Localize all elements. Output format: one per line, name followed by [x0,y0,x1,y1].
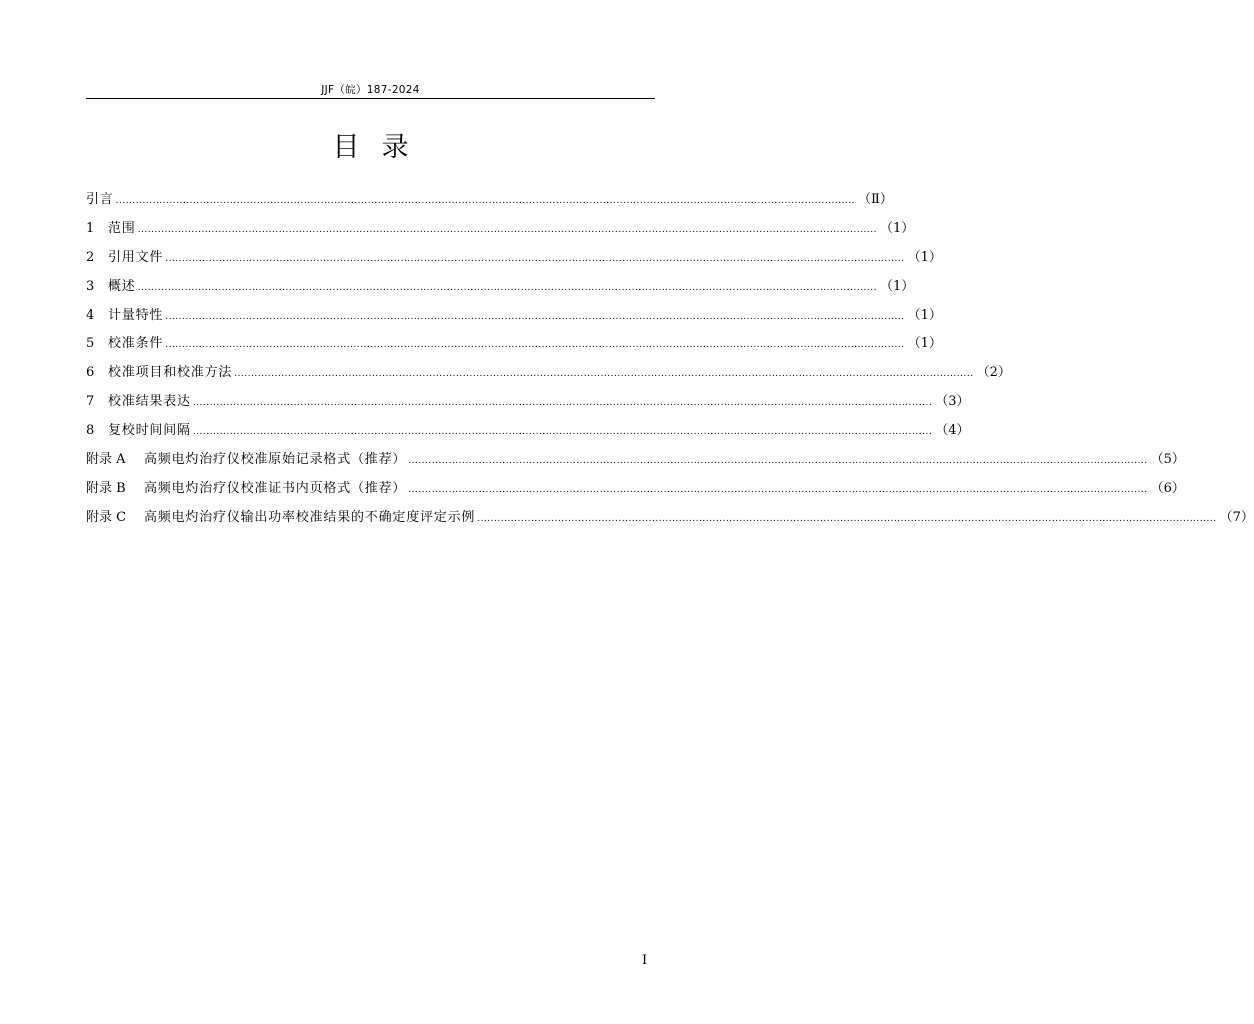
toc-entry-page: （6） [1150,480,1185,496]
toc-entry-page: （1） [880,278,915,294]
toc-entry-number: 6 [86,365,95,381]
toc-entry-number: 1 [86,220,95,236]
toc-entry-foreword[interactable] [86,186,893,215]
page-title [86,130,655,166]
toc-dot-leader: ............................................................................................................................................................................................................................ [137,282,877,293]
toc-entry-label: 高频电灼治疗仪输出功率校准结果的不确定度评定示例 [144,509,476,525]
toc-entry-appendix-a[interactable] [86,446,1185,475]
toc-entry-page: （1） [907,307,942,323]
toc-dot-leader: ............................................................................................................................................................................................................................ [408,456,1148,467]
toc-entry-number: 附录 C [86,509,127,525]
toc-entry-number: 附录 A [86,452,126,468]
toc-entry-label: 计量特性 [108,307,164,323]
toc-dot-leader: ............................................................................................................................................................................................................................ [165,340,905,351]
toc-entry-number: 附录 B [86,480,126,496]
toc-entry-page: （1） [880,220,915,236]
toc-entry-label: 引用文件 [108,249,164,265]
toc-entry-appendix-c[interactable] [86,504,1254,533]
toc-entry-calibration-results[interactable] [86,388,970,417]
toc-entry-number: 4 [86,307,95,323]
toc-entry-label: 校准条件 [108,336,164,352]
document-code-header: JJF（皖）187-2024 [321,84,420,96]
toc-entry-calibration-items-methods[interactable] [86,359,1011,388]
toc-entry-page: （5） [1150,452,1185,468]
toc-dot-leader: ............................................................................................................................................................................................................................ [408,484,1148,495]
toc-entry-page: （1） [907,336,942,352]
toc-entry-label: 校准结果表达 [108,394,191,410]
page-title-char-1: 目 [332,132,360,163]
header-rule [86,98,655,99]
toc-entry-number: 5 [86,336,95,352]
toc-dot-leader: ............................................................................................................................................................................................................................ [165,253,905,264]
toc-dot-leader: ............................................................................................................................................................................................................................ [234,369,974,380]
toc-entry-page: （2） [976,365,1011,381]
toc-entry-label: 范围 [108,220,136,236]
toc-entry-calibration-conditions[interactable] [86,330,942,359]
toc-dot-leader: ............................................................................................................................................................................................................................ [192,398,933,409]
toc-dot-leader: ............................................................................................................................................................................................................................ [192,427,933,438]
toc-entry-recalibration-interval[interactable] [86,417,970,446]
page-title-char-2: 录 [381,132,409,163]
toc-entry-scope[interactable] [86,215,915,244]
toc-entry-references[interactable] [86,244,942,273]
toc-dot-leader: ............................................................................................................................................................................................................................ [165,311,905,322]
toc-entry-number: 8 [86,423,95,439]
toc-entry-label: 复校时间间隔 [108,423,191,439]
toc-entry-page: （3） [935,394,970,410]
toc-entry-appendix-b[interactable] [86,475,1185,504]
toc-entry-number: 2 [86,249,95,265]
toc-dot-leader: ............................................................................................................................................................................................................................ [115,196,855,206]
toc-entry-page: （1） [907,249,942,265]
toc-entry-label: 高频电灼治疗仪校准原始记录格式（推荐） [144,452,407,468]
toc-entry-number: 7 [86,394,95,410]
toc-entry-label: 概述 [108,278,136,294]
page-number: I [642,953,648,968]
toc-dot-leader: ............................................................................................................................................................................................................................ [477,513,1217,524]
toc-entry-page: （4） [935,423,970,439]
toc-entry-label: 校准项目和校准方法 [108,365,233,381]
toc-entry-number: 3 [86,278,95,294]
table-of-contents [86,186,1254,533]
toc-entry-metrological-characteristics[interactable] [86,302,942,331]
toc-entry-label: 引言 [86,192,114,207]
toc-entry-label: 高频电灼治疗仪校准证书内页格式（推荐） [144,480,407,496]
toc-entry-overview[interactable] [86,273,915,302]
toc-entry-page: （7） [1219,509,1254,525]
toc-dot-leader: ............................................................................................................................................................................................................................ [137,224,877,235]
toc-entry-page: （Ⅱ） [858,192,893,207]
